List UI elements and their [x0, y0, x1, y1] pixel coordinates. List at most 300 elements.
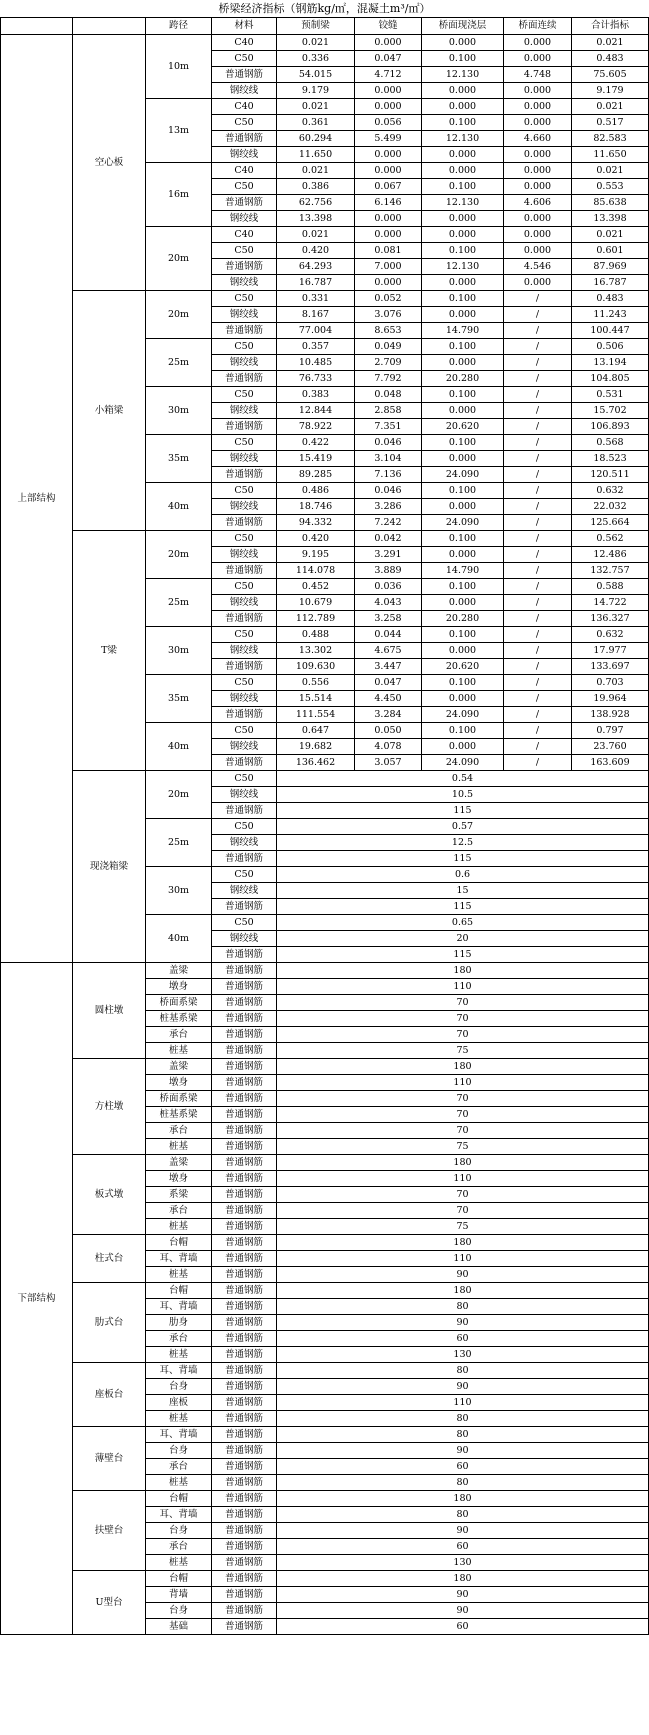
deck-continuity-value: 4.660 — [504, 131, 572, 147]
material-cell: 钢绞线 — [212, 643, 277, 659]
deck-cast-layer-value: 12.130 — [422, 67, 504, 83]
material-cell: 普通钢筋 — [212, 1555, 277, 1571]
deck-continuity-value: / — [504, 403, 572, 419]
hinge-joint-value: 3.104 — [355, 451, 422, 467]
span-label: 桩基 — [146, 1267, 212, 1283]
span-label: 台身 — [146, 1379, 212, 1395]
total-index-value: 75.605 — [572, 67, 649, 83]
span-label: 25m — [146, 819, 212, 867]
material-cell: 钢绞线 — [212, 739, 277, 755]
span-label: 台身 — [146, 1603, 212, 1619]
material-cell: 普通钢筋 — [212, 1363, 277, 1379]
precast-beam-value: 19.682 — [277, 739, 355, 755]
deck-cast-layer-value: 0.000 — [422, 691, 504, 707]
hinge-joint-value: 0.044 — [355, 627, 422, 643]
total-index-value: 15.702 — [572, 403, 649, 419]
hinge-joint-value: 8.653 — [355, 323, 422, 339]
deck-cast-layer-value: 0.000 — [422, 147, 504, 163]
material-cell: 普通钢筋 — [212, 1587, 277, 1603]
deck-continuity-value: / — [504, 515, 572, 531]
span-label: 墩身 — [146, 979, 212, 995]
hinge-joint-value: 0.049 — [355, 339, 422, 355]
deck-continuity-value: / — [504, 563, 572, 579]
deck-continuity-value: 0.000 — [504, 227, 572, 243]
header-cell-material: 材料 — [212, 18, 277, 35]
deck-continuity-value: / — [504, 547, 572, 563]
total-index-value: 0.568 — [572, 435, 649, 451]
hinge-joint-value: 0.000 — [355, 211, 422, 227]
span-label: 桩基 — [146, 1347, 212, 1363]
hinge-joint-value: 0.067 — [355, 179, 422, 195]
index-value: 80 — [277, 1299, 649, 1315]
material-cell: 普通钢筋 — [212, 323, 277, 339]
span-label: 桩基 — [146, 1411, 212, 1427]
material-cell: 普通钢筋 — [212, 1507, 277, 1523]
index-value: 80 — [277, 1411, 649, 1427]
index-value: 80 — [277, 1427, 649, 1443]
precast-beam-value: 109.630 — [277, 659, 355, 675]
total-index-value: 0.021 — [572, 227, 649, 243]
index-value: 12.5 — [277, 835, 649, 851]
hinge-joint-value: 4.712 — [355, 67, 422, 83]
deck-continuity-value: / — [504, 627, 572, 643]
index-value: 70 — [277, 1187, 649, 1203]
index-value: 90 — [277, 1523, 649, 1539]
deck-cast-layer-value: 0.000 — [422, 595, 504, 611]
material-cell: 普通钢筋 — [212, 659, 277, 675]
hinge-joint-value: 0.000 — [355, 227, 422, 243]
material-cell: C40 — [212, 99, 277, 115]
span-label: 35m — [146, 675, 212, 723]
index-value: 70 — [277, 1123, 649, 1139]
precast-beam-value: 0.357 — [277, 339, 355, 355]
span-label: 20m — [146, 291, 212, 339]
material-cell: C50 — [212, 627, 277, 643]
precast-beam-value: 0.021 — [277, 35, 355, 51]
table-row — [1, 771, 649, 787]
span-label: 30m — [146, 867, 212, 915]
precast-beam-value: 10.485 — [277, 355, 355, 371]
span-label: 20m — [146, 771, 212, 819]
material-cell: 普通钢筋 — [212, 1395, 277, 1411]
span-label: 承台 — [146, 1539, 212, 1555]
index-value: 80 — [277, 1363, 649, 1379]
index-value: 70 — [277, 1203, 649, 1219]
material-cell: 普通钢筋 — [212, 1011, 277, 1027]
structure-type-label: 现浇箱梁 — [73, 771, 146, 963]
span-label: 桩基系梁 — [146, 1011, 212, 1027]
deck-continuity-value: / — [504, 355, 572, 371]
total-index-value: 9.179 — [572, 83, 649, 99]
index-value: 70 — [277, 995, 649, 1011]
hinge-joint-value: 5.499 — [355, 131, 422, 147]
precast-beam-value: 0.420 — [277, 531, 355, 547]
total-index-value: 0.562 — [572, 531, 649, 547]
material-cell: 普通钢筋 — [212, 707, 277, 723]
total-index-value: 0.531 — [572, 387, 649, 403]
material-cell: 普通钢筋 — [212, 1235, 277, 1251]
total-index-value: 22.032 — [572, 499, 649, 515]
material-cell: 普通钢筋 — [212, 1187, 277, 1203]
deck-cast-layer-value: 14.790 — [422, 323, 504, 339]
deck-cast-layer-value: 0.000 — [422, 83, 504, 99]
material-cell: C50 — [212, 435, 277, 451]
deck-cast-layer-value: 24.090 — [422, 515, 504, 531]
material-cell: 普通钢筋 — [212, 995, 277, 1011]
deck-continuity-value: / — [504, 691, 572, 707]
material-cell: 普通钢筋 — [212, 1443, 277, 1459]
hinge-joint-value: 0.081 — [355, 243, 422, 259]
structure-type-label: 座板台 — [73, 1363, 146, 1427]
hinge-joint-value: 0.000 — [355, 35, 422, 51]
hinge-joint-value: 3.284 — [355, 707, 422, 723]
hinge-joint-value: 0.000 — [355, 83, 422, 99]
span-label: 墩身 — [146, 1075, 212, 1091]
material-cell: C50 — [212, 579, 277, 595]
material-cell: 普通钢筋 — [212, 131, 277, 147]
precast-beam-value: 111.554 — [277, 707, 355, 723]
material-cell: C50 — [212, 115, 277, 131]
table-row — [1, 1571, 649, 1587]
total-index-value: 85.638 — [572, 195, 649, 211]
hinge-joint-value: 0.056 — [355, 115, 422, 131]
material-cell: 普通钢筋 — [212, 1123, 277, 1139]
material-cell: 普通钢筋 — [212, 1107, 277, 1123]
structure-type-label: 薄壁台 — [73, 1427, 146, 1491]
deck-continuity-value: 0.000 — [504, 51, 572, 67]
span-label: 背墙 — [146, 1587, 212, 1603]
deck-continuity-value: 0.000 — [504, 35, 572, 51]
total-index-value: 17.977 — [572, 643, 649, 659]
precast-beam-value: 0.021 — [277, 227, 355, 243]
span-label: 桩基 — [146, 1043, 212, 1059]
index-value: 90 — [277, 1443, 649, 1459]
hinge-joint-value: 4.675 — [355, 643, 422, 659]
index-value: 0.6 — [277, 867, 649, 883]
hinge-joint-value: 7.792 — [355, 371, 422, 387]
table-row — [1, 1059, 649, 1075]
deck-cast-layer-value: 0.000 — [422, 547, 504, 563]
material-cell: C50 — [212, 675, 277, 691]
header-cell-span: 跨径 — [146, 18, 212, 35]
hinge-joint-value: 3.057 — [355, 755, 422, 771]
precast-beam-value: 54.015 — [277, 67, 355, 83]
span-label: 台帽 — [146, 1235, 212, 1251]
material-cell: 普通钢筋 — [212, 1475, 277, 1491]
span-label: 25m — [146, 579, 212, 627]
hinge-joint-value: 0.052 — [355, 291, 422, 307]
total-index-value: 14.722 — [572, 595, 649, 611]
deck-cast-layer-value: 0.000 — [422, 227, 504, 243]
deck-cast-layer-value: 20.280 — [422, 611, 504, 627]
index-value: 60 — [277, 1539, 649, 1555]
index-value: 20 — [277, 931, 649, 947]
precast-beam-value: 10.679 — [277, 595, 355, 611]
hinge-joint-value: 0.000 — [355, 147, 422, 163]
deck-continuity-value: 4.546 — [504, 259, 572, 275]
index-value: 90 — [277, 1315, 649, 1331]
deck-cast-layer-value: 0.100 — [422, 675, 504, 691]
span-label: 肋身 — [146, 1315, 212, 1331]
material-cell: C50 — [212, 243, 277, 259]
precast-beam-value: 64.293 — [277, 259, 355, 275]
total-index-value: 120.511 — [572, 467, 649, 483]
material-cell: 普通钢筋 — [212, 963, 277, 979]
total-index-value: 11.243 — [572, 307, 649, 323]
deck-continuity-value: 0.000 — [504, 179, 572, 195]
hinge-joint-value: 4.078 — [355, 739, 422, 755]
span-label: 16m — [146, 163, 212, 227]
table-row — [1, 1283, 649, 1299]
precast-beam-value: 9.195 — [277, 547, 355, 563]
deck-cast-layer-value: 0.000 — [422, 163, 504, 179]
total-index-value: 18.523 — [572, 451, 649, 467]
hinge-joint-value: 0.000 — [355, 163, 422, 179]
deck-continuity-value: / — [504, 579, 572, 595]
index-value: 80 — [277, 1507, 649, 1523]
deck-continuity-value: / — [504, 467, 572, 483]
structure-type-label: 肋式台 — [73, 1283, 146, 1363]
precast-beam-value: 136.462 — [277, 755, 355, 771]
material-cell: 普通钢筋 — [212, 611, 277, 627]
index-value: 70 — [277, 1011, 649, 1027]
total-index-value: 0.517 — [572, 115, 649, 131]
total-index-value: 0.632 — [572, 627, 649, 643]
total-index-value: 0.601 — [572, 243, 649, 259]
index-value: 80 — [277, 1475, 649, 1491]
deck-continuity-value: / — [504, 659, 572, 675]
material-cell: 普通钢筋 — [212, 979, 277, 995]
precast-beam-value: 76.733 — [277, 371, 355, 387]
header-cell-deck-continuity: 桥面连续 — [504, 18, 572, 35]
span-label: 座板 — [146, 1395, 212, 1411]
deck-continuity-value: / — [504, 307, 572, 323]
deck-continuity-value: / — [504, 387, 572, 403]
hinge-joint-value: 3.291 — [355, 547, 422, 563]
precast-beam-value: 114.078 — [277, 563, 355, 579]
span-label: 台帽 — [146, 1571, 212, 1587]
deck-continuity-value: 4.748 — [504, 67, 572, 83]
material-cell: 普通钢筋 — [212, 1427, 277, 1443]
material-cell: C40 — [212, 227, 277, 243]
precast-beam-value: 0.420 — [277, 243, 355, 259]
material-cell: 普通钢筋 — [212, 1347, 277, 1363]
deck-cast-layer-value: 0.100 — [422, 627, 504, 643]
deck-cast-layer-value: 20.620 — [422, 419, 504, 435]
hinge-joint-value: 4.043 — [355, 595, 422, 611]
material-cell: 普通钢筋 — [212, 1299, 277, 1315]
header-cell-precast-beam: 预制梁 — [277, 18, 355, 35]
deck-cast-layer-value: 0.100 — [422, 291, 504, 307]
precast-beam-value: 62.756 — [277, 195, 355, 211]
material-cell: 普通钢筋 — [212, 1203, 277, 1219]
material-cell: C50 — [212, 867, 277, 883]
hinge-joint-value: 0.000 — [355, 99, 422, 115]
material-cell: 普通钢筋 — [212, 1459, 277, 1475]
deck-cast-layer-value: 0.100 — [422, 51, 504, 67]
material-cell: 普通钢筋 — [212, 755, 277, 771]
span-label: 承台 — [146, 1459, 212, 1475]
material-cell: 普通钢筋 — [212, 1315, 277, 1331]
span-label: 35m — [146, 435, 212, 483]
hinge-joint-value: 0.047 — [355, 675, 422, 691]
index-value: 115 — [277, 899, 649, 915]
material-cell: C50 — [212, 819, 277, 835]
index-value: 180 — [277, 1491, 649, 1507]
material-cell: 钢绞线 — [212, 83, 277, 99]
precast-beam-value: 0.021 — [277, 163, 355, 179]
deck-cast-layer-value: 14.790 — [422, 563, 504, 579]
hinge-joint-value: 7.136 — [355, 467, 422, 483]
index-value: 110 — [277, 979, 649, 995]
precast-beam-value: 0.488 — [277, 627, 355, 643]
deck-continuity-value: / — [504, 419, 572, 435]
precast-beam-value: 18.746 — [277, 499, 355, 515]
index-value: 75 — [277, 1139, 649, 1155]
structure-type-label: 圆柱墩 — [73, 963, 146, 1059]
index-value: 115 — [277, 947, 649, 963]
total-index-value: 0.483 — [572, 291, 649, 307]
hinge-joint-value: 3.076 — [355, 307, 422, 323]
total-index-value: 0.797 — [572, 723, 649, 739]
precast-beam-value: 112.789 — [277, 611, 355, 627]
total-index-value: 125.664 — [572, 515, 649, 531]
total-index-value: 0.703 — [572, 675, 649, 691]
section-label: 下部结构 — [1, 963, 73, 1635]
precast-beam-value: 9.179 — [277, 83, 355, 99]
precast-beam-value: 77.004 — [277, 323, 355, 339]
material-cell: 普通钢筋 — [212, 371, 277, 387]
deck-continuity-value: 4.606 — [504, 195, 572, 211]
span-label: 承台 — [146, 1331, 212, 1347]
span-label: 台身 — [146, 1523, 212, 1539]
material-cell: C50 — [212, 387, 277, 403]
index-value: 90 — [277, 1603, 649, 1619]
span-label: 桩基 — [146, 1219, 212, 1235]
material-cell: 普通钢筋 — [212, 851, 277, 867]
total-index-value: 100.447 — [572, 323, 649, 339]
precast-beam-value: 8.167 — [277, 307, 355, 323]
total-index-value: 0.553 — [572, 179, 649, 195]
precast-beam-value: 15.419 — [277, 451, 355, 467]
table-row — [1, 963, 649, 979]
deck-cast-layer-value: 12.130 — [422, 259, 504, 275]
material-cell: 钢绞线 — [212, 147, 277, 163]
table-row — [1, 35, 649, 51]
hinge-joint-value: 2.858 — [355, 403, 422, 419]
span-label: 耳、背墙 — [146, 1251, 212, 1267]
total-index-value: 13.194 — [572, 355, 649, 371]
deck-cast-layer-value: 20.620 — [422, 659, 504, 675]
hinge-joint-value: 6.146 — [355, 195, 422, 211]
total-index-value: 23.760 — [572, 739, 649, 755]
precast-beam-value: 78.922 — [277, 419, 355, 435]
index-value: 60 — [277, 1619, 649, 1635]
index-value: 60 — [277, 1459, 649, 1475]
total-index-value: 0.506 — [572, 339, 649, 355]
deck-continuity-value: / — [504, 739, 572, 755]
span-label: 墩身 — [146, 1171, 212, 1187]
precast-beam-value: 0.422 — [277, 435, 355, 451]
material-cell: 普通钢筋 — [212, 1523, 277, 1539]
material-cell: C50 — [212, 291, 277, 307]
precast-beam-value: 0.486 — [277, 483, 355, 499]
deck-cast-layer-value: 0.100 — [422, 483, 504, 499]
deck-cast-layer-value: 0.000 — [422, 35, 504, 51]
deck-cast-layer-value: 12.130 — [422, 195, 504, 211]
deck-continuity-value: / — [504, 499, 572, 515]
structure-type-label: 板式墩 — [73, 1155, 146, 1235]
hinge-joint-value: 3.889 — [355, 563, 422, 579]
span-label: 盖梁 — [146, 1155, 212, 1171]
material-cell: 钢绞线 — [212, 835, 277, 851]
span-label: 耳、背墙 — [146, 1427, 212, 1443]
deck-cast-layer-value: 24.090 — [422, 755, 504, 771]
structure-type-label: 扶壁台 — [73, 1491, 146, 1571]
precast-beam-value: 0.556 — [277, 675, 355, 691]
span-label: 40m — [146, 483, 212, 531]
index-value: 130 — [277, 1555, 649, 1571]
precast-beam-value: 0.383 — [277, 387, 355, 403]
precast-beam-value: 12.844 — [277, 403, 355, 419]
deck-cast-layer-value: 0.000 — [422, 739, 504, 755]
hinge-joint-value: 3.258 — [355, 611, 422, 627]
table-body — [1, 18, 649, 1635]
deck-continuity-value: 0.000 — [504, 83, 572, 99]
material-cell: 普通钢筋 — [212, 1155, 277, 1171]
deck-cast-layer-value: 24.090 — [422, 467, 504, 483]
span-label: 20m — [146, 227, 212, 291]
structure-type-label: 柱式台 — [73, 1235, 146, 1283]
span-label: 耳、背墙 — [146, 1507, 212, 1523]
total-index-value: 19.964 — [572, 691, 649, 707]
deck-continuity-value: 0.000 — [504, 147, 572, 163]
material-cell: 普通钢筋 — [212, 1619, 277, 1635]
index-value: 180 — [277, 1155, 649, 1171]
deck-continuity-value: / — [504, 291, 572, 307]
span-label: 桩基 — [146, 1139, 212, 1155]
material-cell: C40 — [212, 163, 277, 179]
total-index-value: 138.928 — [572, 707, 649, 723]
material-cell: 钢绞线 — [212, 211, 277, 227]
table-row — [1, 1155, 649, 1171]
deck-continuity-value: / — [504, 323, 572, 339]
precast-beam-value: 60.294 — [277, 131, 355, 147]
material-cell: 普通钢筋 — [212, 467, 277, 483]
precast-beam-value: 11.650 — [277, 147, 355, 163]
header-cell-total-index: 合计指标 — [572, 18, 649, 35]
material-cell: 钢绞线 — [212, 275, 277, 291]
index-value: 180 — [277, 1235, 649, 1251]
material-cell: 钢绞线 — [212, 691, 277, 707]
index-value: 130 — [277, 1347, 649, 1363]
total-index-value: 87.969 — [572, 259, 649, 275]
deck-continuity-value: 0.000 — [504, 211, 572, 227]
precast-beam-value: 94.332 — [277, 515, 355, 531]
total-index-value: 106.893 — [572, 419, 649, 435]
span-label: 承台 — [146, 1203, 212, 1219]
span-label: 25m — [146, 339, 212, 387]
total-index-value: 133.697 — [572, 659, 649, 675]
span-label: 台帽 — [146, 1491, 212, 1507]
span-label: 盖梁 — [146, 1059, 212, 1075]
index-value: 0.54 — [277, 771, 649, 787]
material-cell: 普通钢筋 — [212, 1075, 277, 1091]
deck-continuity-value: / — [504, 339, 572, 355]
index-value: 180 — [277, 963, 649, 979]
hinge-joint-value: 0.000 — [355, 275, 422, 291]
deck-cast-layer-value: 12.130 — [422, 131, 504, 147]
